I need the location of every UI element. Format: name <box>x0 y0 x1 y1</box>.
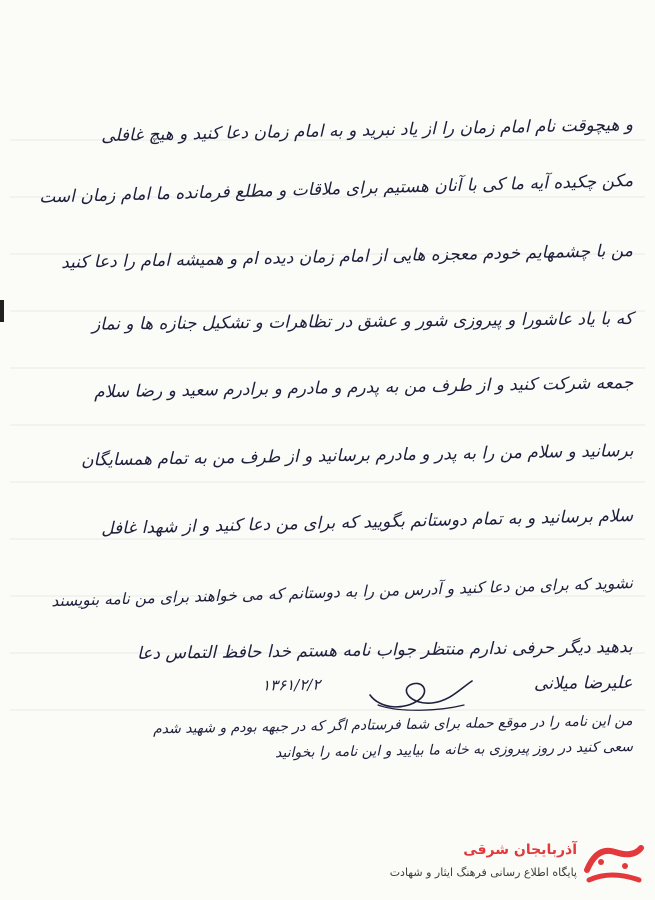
letter-line-6: برسانید و سلام من را به پدر و مادرم برسانید و از طرف من به تمام همسایگان <box>80 441 634 471</box>
letter-line-7: سلام برسانید و به تمام دوستانم بگویید که برای من دعا کنید و از شهدا غافل <box>100 506 634 539</box>
letter-line-3: من با چشمهایم خودم معجزه هایی از امام زمان دیده ام و همیشه امام را دعا کنید <box>61 241 634 273</box>
letter-line-5: جمعه شرکت کنید و از طرف من به پدرم و مادرم و برادرم سعید و رضا سلام <box>93 373 634 403</box>
letter-line-10: علیرضا میلانی <box>534 673 634 694</box>
letter-line-11: من این نامه را در موقع حمله برای شما فرستادم اگر که در جبهه بودم و شهید شدم <box>153 713 634 738</box>
watermark-subtitle: پایگاه اطلاع رسانی فرهنگ ایثار و شهادت <box>389 866 577 879</box>
letter-line-9: بدهید دیگر حرفی ندارم منتظر جواب نامه هستم خدا حافظ التماس دعا <box>137 637 634 664</box>
letter-line-4: که با یاد عاشورا و پیروزی شور و عشق در تظاهرات و تشکیل جنازه ها و نماز <box>92 309 634 335</box>
watermark-title: آذربایجان شرقی <box>463 842 577 858</box>
letter-line-12: سعی کنید در روز پیروزی به خانه ما بیایید و این نامه را بخوانید <box>274 739 634 762</box>
signature-mark <box>360 665 480 715</box>
letter-line-2: مکن چکیده آیه ما کی با آنان هستیم برای ملاقات و مطلع فرمانده ما امام زمان است <box>38 171 634 208</box>
site-watermark <box>389 838 647 894</box>
letter-line-1: و هیچوقت نام امام زمان را از یاد نبرید و به امام زمان دعا کنید و هیچ غافلی <box>100 115 634 147</box>
signature-date: ۱۳۶۱/۲/۲ <box>261 675 321 695</box>
navid-shahed-logo-icon <box>581 840 647 890</box>
letter-line-8: نشوید که برای من دعا کنید و آدرس من را به دوستانم که می خواهند برای من نامه بنویسند <box>51 574 634 611</box>
